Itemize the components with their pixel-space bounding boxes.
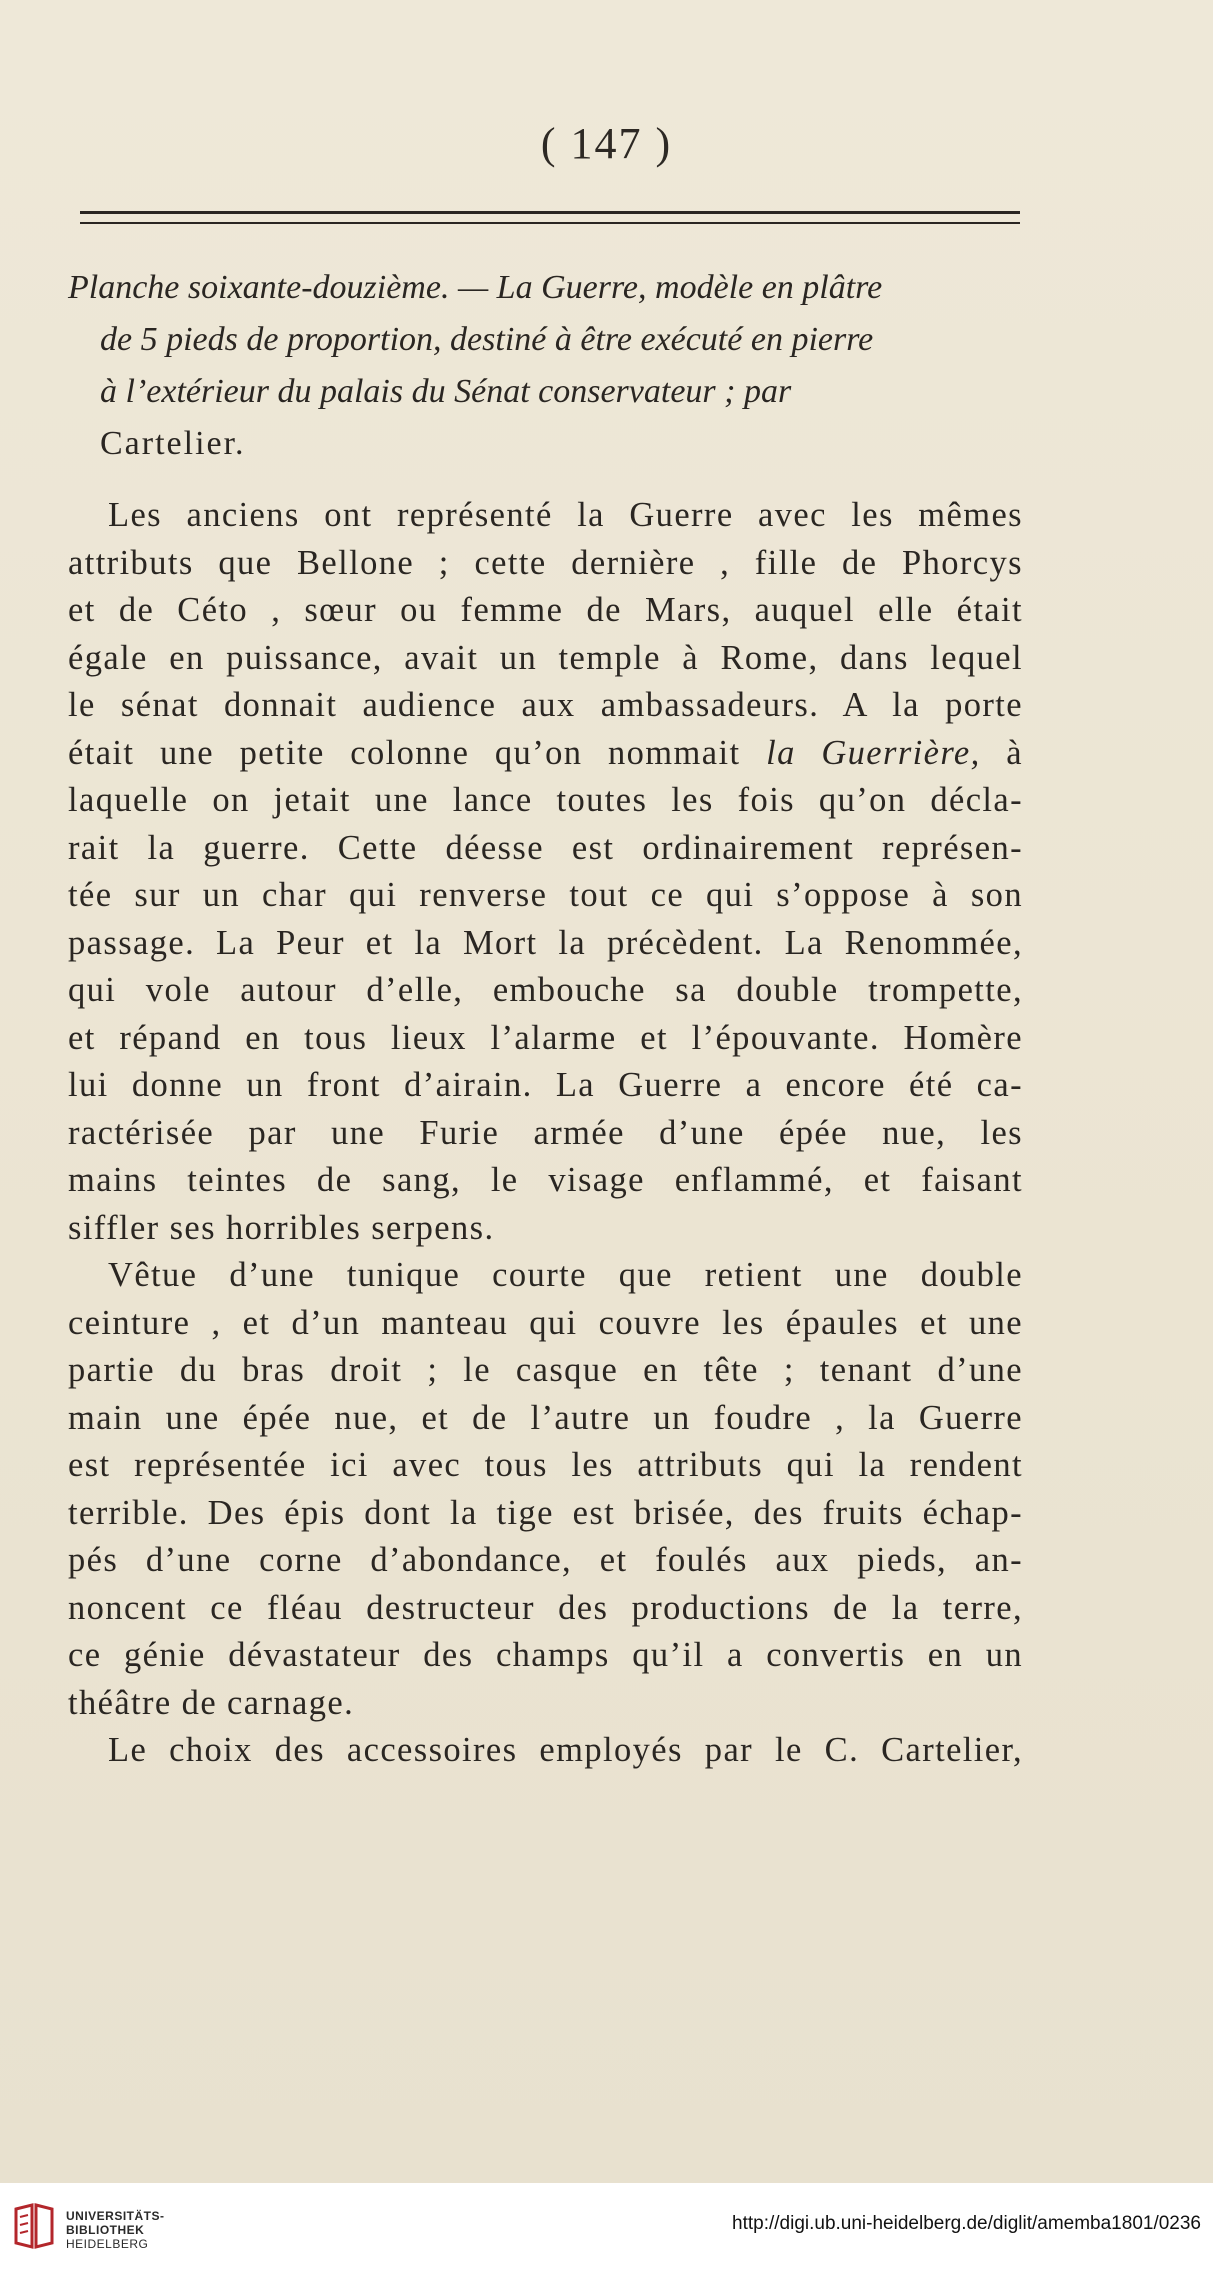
text-line: Vêtue d’une tunique courte que retient une double <box>108 1256 1023 1294</box>
text-line: égale en puissance, avait un temple à Rome, dans lequel <box>68 638 1023 677</box>
text-line: partie du bras droit ; le casque en tête ; tenant d’une <box>68 1351 1023 1389</box>
body-text <box>68 492 1023 1775</box>
page-number: ( 147 ) <box>540 119 673 168</box>
text-line: noncent ce fléau destructeur des productions de la terre, <box>68 1588 1023 1627</box>
text-line: et de Céto , sœur ou femme de Mars, auquel elle était <box>68 591 1023 629</box>
footer-bar <box>0 2183 1213 2270</box>
text-line: lui donne un front d’airain. La Guerre a encore été ca- <box>68 1066 1023 1104</box>
university-name[interactable] <box>66 2209 165 2251</box>
plate-caption <box>68 262 1018 470</box>
header-rule-top <box>80 211 1020 214</box>
text-fragment: à <box>980 733 1024 772</box>
logo-line: HEIDELBERG <box>66 2237 149 2251</box>
text-line: attributs que Bellone ; cette dernière , fille de Phorcys <box>68 543 1023 582</box>
text-line: ractérisée par une Furie armée d’une épée nue, les <box>68 1113 1023 1152</box>
caption-author: Cartelier. <box>100 425 246 462</box>
text-line: passage. La Peur et la Mort la précèdent. La Renommée, <box>68 923 1023 962</box>
logo-line: UNIVERSITÄTS- <box>66 2209 165 2223</box>
logo-line: BIBLIOTHEK <box>66 2223 145 2237</box>
text-fragment: était une petite colonne qu’on nommait <box>68 733 767 772</box>
text-line: et répand en tous lieux l’alarme et l’épouvante. Homère <box>68 1018 1023 1057</box>
caption-line: de 5 pieds de proportion, destiné à être exécuté en pierre <box>100 321 874 358</box>
italic-phrase: la Guerrière, <box>766 733 981 772</box>
text-line: théâtre de carnage. <box>68 1683 355 1722</box>
text-line: terrible. Des épis dont la tige est brisée, des fruits échap- <box>68 1493 1023 1532</box>
text-line: main une épée nue, et de l’autre un foudre , la Guerre <box>68 1398 1023 1437</box>
text-line: est représentée ici avec tous les attributs qui la rendent <box>68 1446 1023 1484</box>
header-rule-bottom <box>80 222 1020 224</box>
text-line: Les anciens ont représenté la Guerre avec les mêmes <box>108 496 1023 534</box>
caption-line: à l’extérieur du palais du Sénat conservateur ; par <box>100 373 792 410</box>
text-line: rait la guerre. Cette déesse est ordinairement représen- <box>68 828 1023 867</box>
text-line: le sénat donnait audience aux ambassadeurs. A la porte <box>68 686 1023 724</box>
text-line: mains teintes de sang, le visage enflammé, et faisant <box>68 1161 1023 1199</box>
caption-line: Planche soixante-douzième. — La Guerre, modèle en plâtre <box>68 269 883 306</box>
text-line: pés d’une corne d’abondance, et foulés aux pieds, an- <box>68 1541 1023 1579</box>
text-line: laquelle on jetait une lance toutes les fois qu’on décla- <box>68 781 1023 819</box>
text-line: ceinture , et d’un manteau qui couvre les épaules et une <box>68 1303 1023 1342</box>
text-line: tée sur un char qui renverse tout ce qui s’oppose à son <box>68 876 1023 914</box>
text-line-with-italic <box>68 730 1023 778</box>
text-line: Le choix des accessoires employés par le C. Cartelier, <box>108 1731 1023 1769</box>
text-line: siffler ses horribles serpens. <box>68 1208 495 1247</box>
source-url-link[interactable]: http://digi.ub.uni-heidelberg.de/diglit/amemba1801/0236 <box>732 2213 1201 2234</box>
text-line: qui vole autour d’elle, embouche sa double trompette, <box>68 971 1023 1009</box>
university-logo-icon[interactable] <box>12 2203 56 2251</box>
text-line: ce génie dévastateur des champs qu’il a convertis en un <box>68 1636 1023 1674</box>
